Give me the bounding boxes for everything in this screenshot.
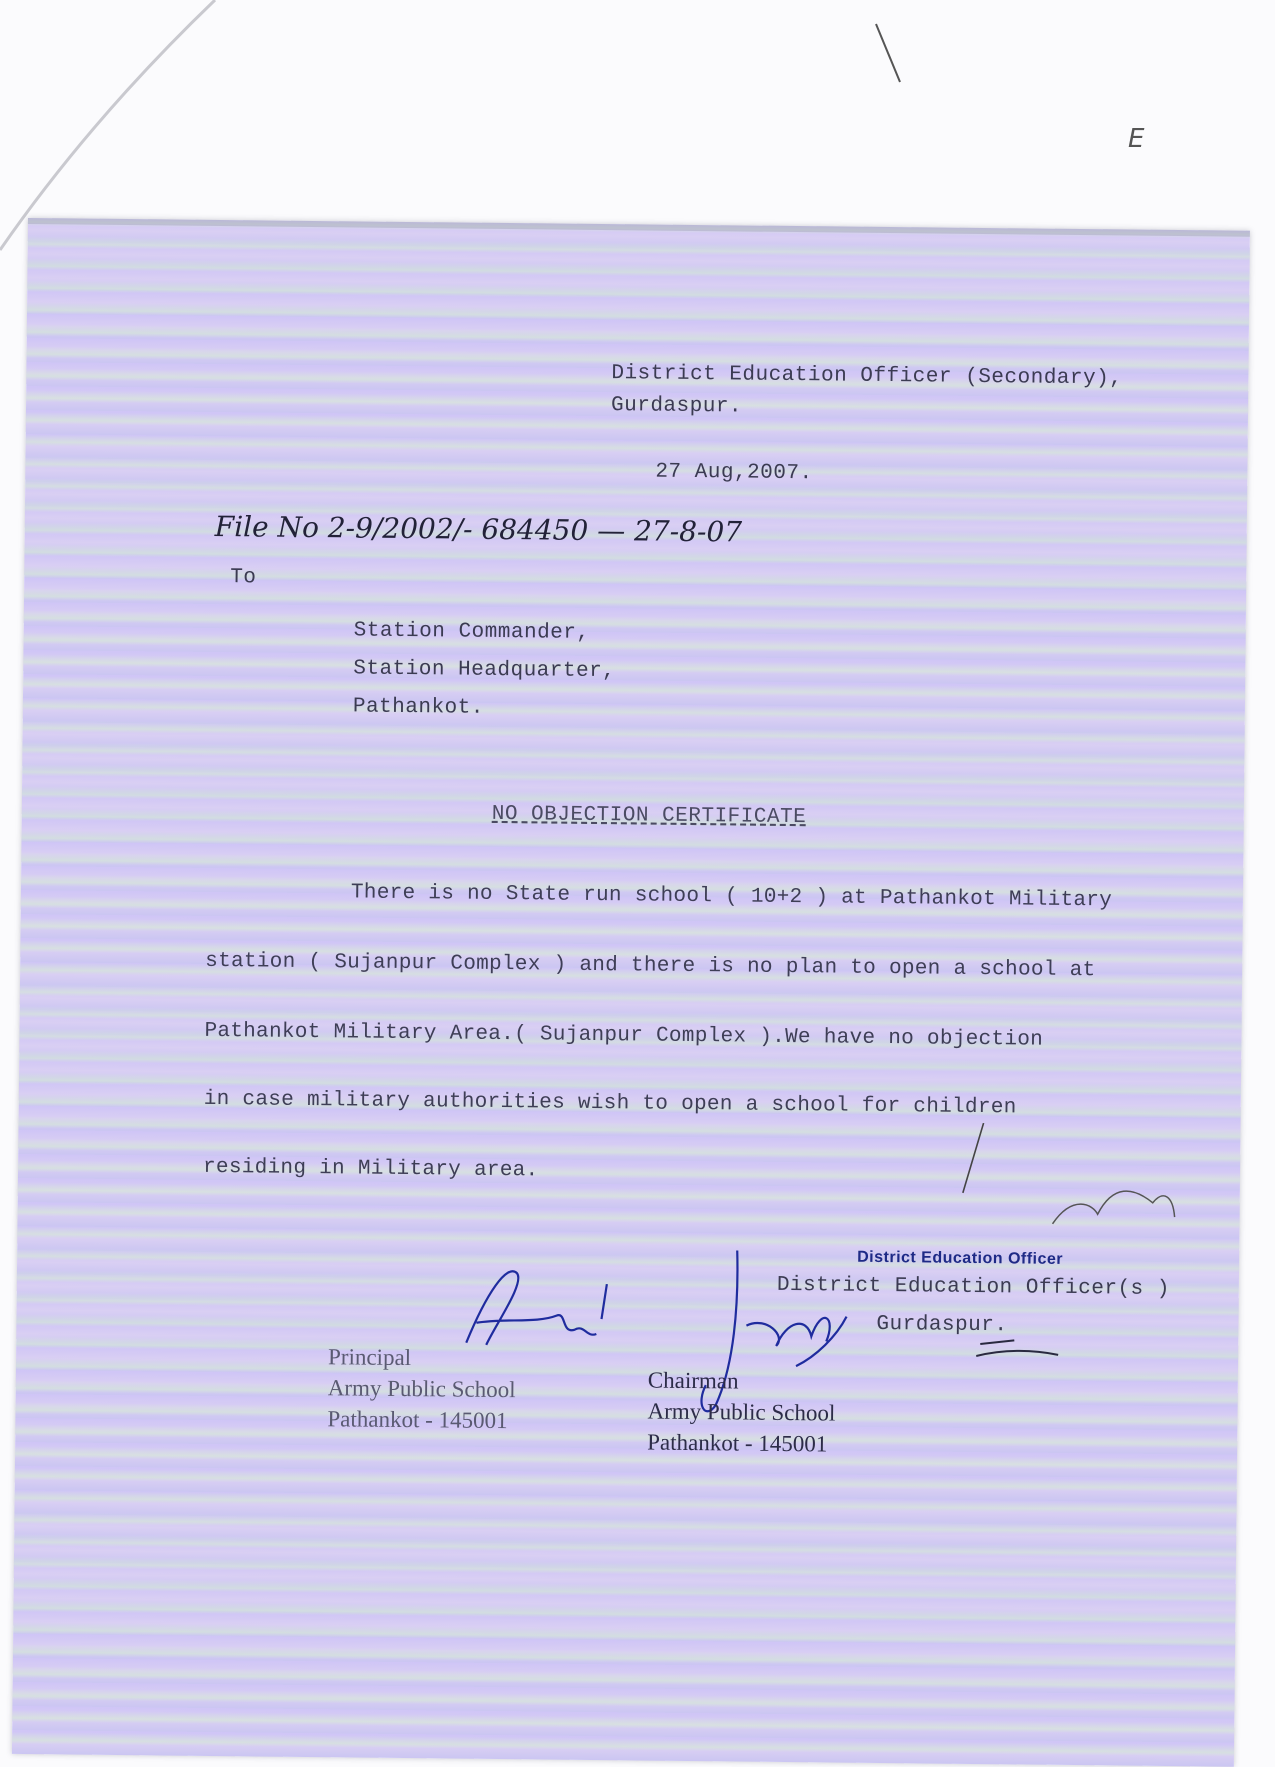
chairman-stamp [647,1365,836,1460]
letter-date: 27 Aug,2007. [655,460,813,486]
body-line-2: station ( Sujanpur Complex ) and there is no plan to open a school at [205,949,1096,983]
body-line-3: Pathankot Military Area.( Sujanpur Complex ).We have no objection [204,1019,1044,1052]
signoff-line-2: Gurdaspur. [876,1312,1008,1338]
principal-stamp [327,1341,516,1436]
sender-line-2: Gurdaspur. [610,394,743,419]
body-line-5: residing in Military area. [202,1155,539,1183]
chairman-stamp-school: Army Public School [647,1398,836,1426]
corner-mark: E [1128,124,1145,154]
to-label: To [230,566,257,590]
pencil-stroke [870,20,910,90]
recipient-line-1: Station Commander, [353,619,590,645]
body-line-4: in case military authorities wish to open a school for children [203,1087,1017,1120]
letter-sheet [12,218,1250,1767]
sender-line-1: District Education Officer (Secondary), [611,362,1123,391]
principal-stamp-city: Pathankot - 145001 [327,1406,508,1434]
body-line-1: There is no State run school ( 10+2 ) at Pathankot Military [350,881,1113,913]
signoff-underline [976,1336,1066,1367]
fold-shadow [28,218,1250,237]
official-stamp: District Education Officer [857,1248,1064,1268]
chairman-stamp-title: Chairman [647,1367,739,1394]
chairman-stamp-city: Pathankot - 145001 [647,1429,828,1457]
principal-stamp-title: Principal [327,1344,412,1371]
signoff-line-1: District Education Officer(s ) [776,1273,1171,1302]
file-reference: File No 2-9/2002/- 684450 — 27-8-07 [214,509,743,549]
recipient-line-3: Pathankot. [352,695,485,720]
recipient-line-2: Station Headquarter, [353,657,616,684]
principal-stamp-school: Army Public School [327,1375,516,1403]
dispatch-initials [922,1122,1183,1245]
subject-heading: NO OBJECTION CERTIFICATE [491,802,807,830]
